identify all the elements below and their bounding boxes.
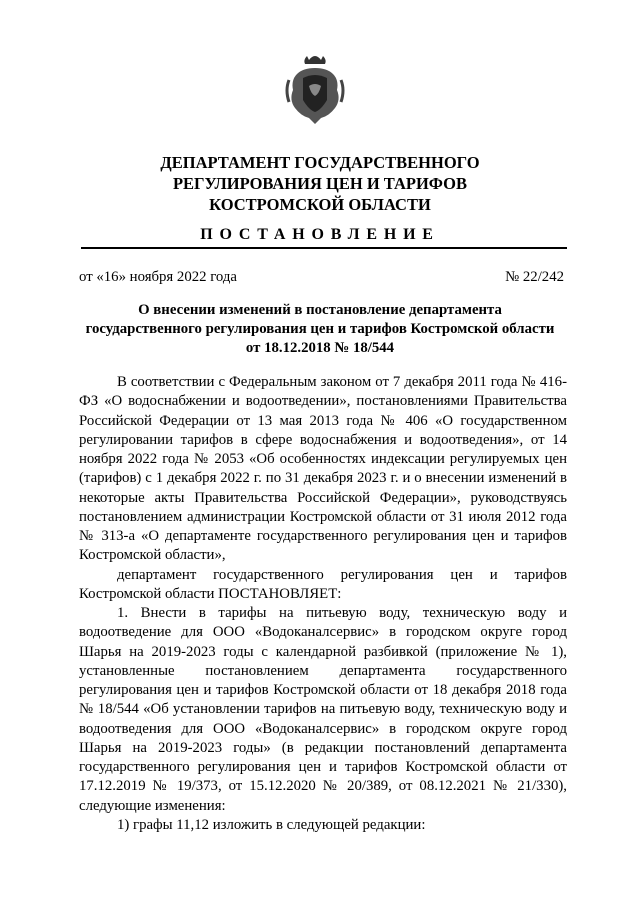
document-type-title: ПОСТАНОВЛЕНИЕ xyxy=(200,226,440,243)
document-number: № 22/242 xyxy=(505,269,564,285)
department-name xyxy=(0,152,640,215)
header-rule xyxy=(81,247,567,249)
body-paragraph-subitem-1: 1) графы 11,12 изложить в следующей редакции: xyxy=(117,816,426,833)
body-paragraph-item-1: 1. Внести в тарифы на питьевую воду, техническую воду и водоотведение для ООО «Водоканалсервис» в городском округе город Шарья на 2019-2023 годы с календарной разбивкой (приложение № 1), установленные постановлением департамента государственного регулирования цен и тарифов Костромской области от 18 декабря 2018 года № 18/544 «Об установлении тарифов на питьевую воду, техническую воду и водоотведения для ООО «Водоканалсервис» в городском округе город Шарья на 2019-2023 годы» (в редакции постановлений департамента государственного регулирования цен и тарифов Костромской области от 17.12.2019 № 19/373, от 15.12.2020 № 20/389, от 08.12.2021 № 21/330), следующие изменения: xyxy=(79,605,567,814)
subject-line-3: от 18.12.2018 № 18/544 xyxy=(245,340,395,356)
subject-line-2: государственного регулирования цен и тарифов Костромской области xyxy=(85,321,555,337)
department-line-2: РЕГУЛИРОВАНИЯ ЦЕН И ТАРИФОВ xyxy=(172,174,468,193)
document-subject xyxy=(0,301,640,358)
body-paragraph-preamble: В соответствии с Федеральным законом от 7 декабря 2011 года № 416-ФЗ «О водоснабжении и водоотведении», постановлениями Правительства Российской Федерации от 13 мая 2013 года № 406 «О государственном регулировании тарифов в сфере водоснабжения и водоотведения», от 14 ноября 2022 года № 2053 «Об особенностях индексации регулируемых цен (тарифов) с 1 декабря 2022 г. по 31 декабря 2023 г. и о внесении изменений в некоторые акты Правительства Российской Федерации», руководствуясь постановлением администрации Костромской области от 31 июля 2012 года № 313-а «О департаменте государственного регулирования цен и тарифов Костромской области», xyxy=(79,374,567,564)
body-paragraph-resolves: департамент государственного регулирования цен и тарифов Костромской области ПОСТАНОВЛЯЕТ: xyxy=(79,566,567,602)
department-line-3: КОСТРОМСКОЙ ОБЛАСТИ xyxy=(209,195,431,214)
document-body xyxy=(79,373,567,835)
coat-of-arms-emblem xyxy=(283,50,347,128)
department-line-1: ДЕПАРТАМЕНТ ГОСУДАРСТВЕННОГО xyxy=(160,153,480,172)
document-date: от «16» ноября 2022 года xyxy=(79,269,237,285)
subject-line-1: О внесении изменений в постановление департамента xyxy=(138,302,502,318)
